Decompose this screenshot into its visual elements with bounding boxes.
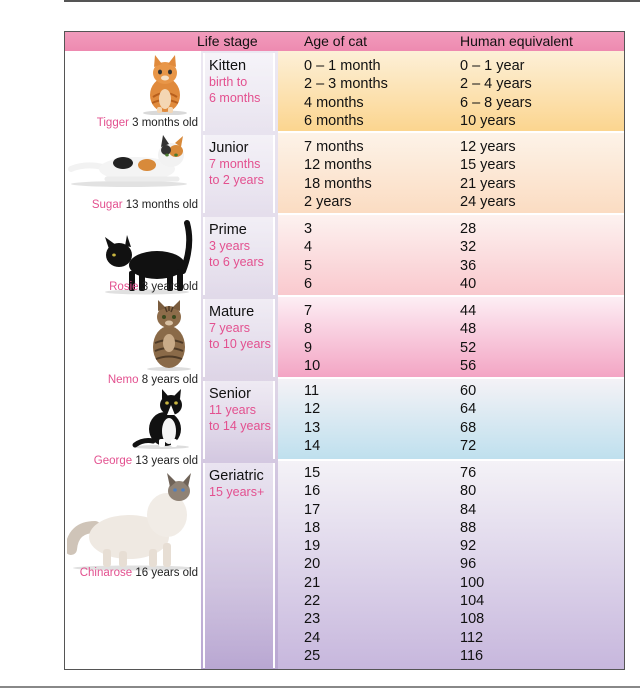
human-values-prime <box>460 220 476 293</box>
age-value: 3 <box>304 221 313 237</box>
cat-age-chart <box>64 31 625 670</box>
cat-age: 8 years old <box>141 374 198 386</box>
human-value: 36 <box>460 257 477 274</box>
age-value: 17 <box>304 501 321 518</box>
age-value: 18 months <box>304 175 372 192</box>
cat-age: 13 years old <box>135 455 198 467</box>
human-value: 10 years <box>460 112 516 129</box>
stage-prime <box>203 217 275 295</box>
human-values-kitten <box>460 57 532 130</box>
human-value: 32 <box>460 239 477 256</box>
age-value: 2 – 3 months <box>304 76 388 93</box>
stage-name: Mature <box>209 304 255 320</box>
cat-name: Sugar <box>91 199 123 211</box>
age-values-mature <box>304 302 320 375</box>
human-value: 60 <box>460 383 477 399</box>
human-value: 68 <box>460 419 477 436</box>
age-value: 4 months <box>304 94 364 111</box>
cat-block-nemo <box>65 297 201 386</box>
human-value: 80 <box>460 483 477 500</box>
human-value: 15 years <box>460 157 516 174</box>
age-value: 15 <box>304 465 321 481</box>
human-values-geriatric <box>460 464 484 665</box>
stage-name: Senior <box>209 386 251 402</box>
cat-age: 16 years old <box>135 567 198 579</box>
cat-caption <box>97 117 198 129</box>
human-value: 40 <box>460 275 477 292</box>
stage-geriatric <box>203 463 275 668</box>
header-age-of-cat: Age of cat <box>304 33 368 49</box>
age-value: 4 <box>304 239 313 256</box>
header-life-stage: Life stage <box>197 33 258 49</box>
age-value: 12 months <box>304 157 372 174</box>
human-value: 24 years <box>460 193 516 210</box>
human-value: 92 <box>460 538 477 555</box>
human-value: 21 years <box>460 175 516 192</box>
human-value: 28 <box>460 221 477 237</box>
human-value: 64 <box>460 401 477 418</box>
cat-photos-column <box>65 51 201 669</box>
cat-block-chinarose <box>65 461 201 669</box>
age-value: 8 <box>304 321 313 338</box>
age-value: 7 months <box>304 139 364 155</box>
cat-caption <box>80 567 198 579</box>
ragdoll-cat-photo-icon <box>67 469 197 571</box>
age-value: 24 <box>304 629 321 646</box>
cat-name: Nemo <box>107 374 139 386</box>
human-value: 6 – 8 years <box>460 94 532 111</box>
human-value: 96 <box>460 556 477 573</box>
cat-name: George <box>93 455 133 467</box>
cat-block-tigger <box>65 51 201 133</box>
human-value: 12 years <box>460 139 516 155</box>
top-rule <box>64 0 640 2</box>
human-values-senior <box>460 382 476 455</box>
age-values-junior <box>304 138 372 211</box>
human-value: 104 <box>460 593 485 610</box>
age-value: 14 <box>304 437 321 454</box>
age-value: 11 <box>304 383 320 399</box>
human-values-mature <box>460 302 476 375</box>
cat-name: Rosie <box>109 281 139 293</box>
human-value: 76 <box>460 465 477 481</box>
tabby-cat-photo-icon <box>145 299 193 371</box>
stage-name: Junior <box>209 140 249 156</box>
age-values-prime <box>304 220 312 293</box>
kitten-photo-icon <box>135 53 195 115</box>
age-value: 20 <box>304 556 321 573</box>
human-value: 72 <box>460 437 477 454</box>
age-value: 6 <box>304 275 313 292</box>
cat-caption <box>109 281 198 293</box>
prime-band <box>278 215 624 297</box>
stage-range: 3 years to 6 years <box>209 239 264 269</box>
age-value: 22 <box>304 593 321 610</box>
header-human-equivalent: Human equivalent <box>460 33 573 49</box>
age-value: 19 <box>304 538 321 555</box>
age-values-kitten <box>304 57 388 130</box>
human-value: 44 <box>460 303 477 319</box>
cat-block-sugar <box>65 133 201 215</box>
human-value: 84 <box>460 501 477 518</box>
senior-band <box>278 379 624 461</box>
cat-caption <box>92 199 198 211</box>
age-value: 10 <box>304 357 321 374</box>
age-value: 12 <box>304 401 321 418</box>
human-value: 56 <box>460 357 477 374</box>
human-value: 48 <box>460 321 477 338</box>
human-value: 116 <box>460 647 484 664</box>
human-value: 2 – 4 years <box>460 76 532 93</box>
age-value: 16 <box>304 483 321 500</box>
age-value: 7 <box>304 303 313 319</box>
age-value: 18 <box>304 519 321 536</box>
stage-name: Kitten <box>209 58 247 74</box>
cat-block-george <box>65 379 201 467</box>
human-value: 88 <box>460 519 477 536</box>
age-value: 13 <box>304 419 321 436</box>
stage-range: 7 months to 2 years <box>209 157 264 187</box>
human-value: 112 <box>460 629 484 646</box>
cat-name: Tigger <box>96 117 129 129</box>
cat-name: Chinarose <box>79 567 133 579</box>
cat-block-rosie <box>65 215 201 297</box>
age-values-geriatric <box>304 464 320 665</box>
stage-name: Geriatric <box>209 468 264 484</box>
cat-age: 13 months old <box>125 199 198 211</box>
age-value: 21 <box>304 574 321 591</box>
age-value: 5 <box>304 257 313 274</box>
human-values-junior <box>460 138 516 211</box>
human-value: 0 – 1 year <box>460 58 525 74</box>
stage-range: 7 years to 10 years <box>209 321 271 351</box>
age-value: 0 – 1 month <box>304 58 381 74</box>
stage-range: 15 years+ <box>209 485 265 499</box>
mature-band <box>278 297 624 379</box>
age-value: 9 <box>304 339 313 356</box>
age-value: 2 years <box>304 193 352 210</box>
cat-age: 3 years old <box>141 281 198 293</box>
age-value: 25 <box>304 647 321 664</box>
human-value: 100 <box>460 574 485 591</box>
table-header <box>65 32 624 51</box>
stage-name: Prime <box>209 222 247 238</box>
calico-cat-photo-icon <box>67 133 191 189</box>
stage-range: 11 years to 14 years <box>209 403 271 433</box>
human-value: 108 <box>460 611 485 628</box>
age-value: 23 <box>304 611 321 628</box>
tuxedo-cat-photo-icon <box>129 389 193 449</box>
geriatric-band <box>278 461 624 669</box>
cat-age: 3 months old <box>132 117 198 129</box>
stage-mature <box>203 299 275 377</box>
bottom-rule <box>0 686 640 688</box>
age-value: 6 months <box>304 112 364 129</box>
stage-kitten <box>203 53 275 131</box>
age-values-senior <box>304 382 320 455</box>
human-value: 52 <box>460 339 477 356</box>
stage-junior <box>203 135 275 213</box>
stage-range: birth to 6 months <box>209 75 261 105</box>
stage-senior <box>203 381 275 459</box>
